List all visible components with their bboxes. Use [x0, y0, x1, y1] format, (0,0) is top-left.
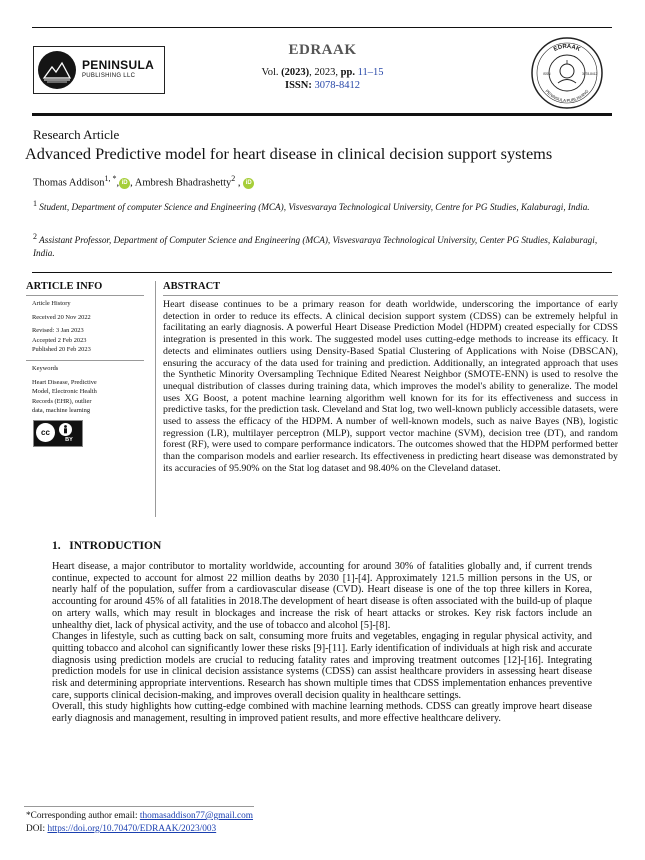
author-line: Thomas Addison$^{1, *}$, iD , Ambresh Bhadrashetty$^2$ , iD	[33, 174, 254, 189]
issn-value: 3078-8412	[314, 80, 360, 91]
intro-paragraph: Changes in lifestyle, such as cutting back on salt, consuming more fruits and vegetables, engaging in regular physical activity, and quitting tobacco and alcohol can significantly lower these risks [9]-[11]. Early identification of individuals at high risk and accurate diagnosis using prediction models are crucial to reducing fatality rates and improving treatment outcomes [12]-[16]. Integrating prediction models for use in clinical decision assistance systems (CDSS) can assist healthcare providers in assessing heart disease risk and determining appropriate interventions. Research has shown multiple times that CDSS implementation enhances preventive care, supports clinical decision-making, and improves overall decision quality in healthcare settings.	[52, 631, 592, 701]
top-rule	[32, 27, 612, 28]
affiliation-2	[33, 231, 613, 259]
introduction-heading: 1. INTRODUCTION	[52, 540, 162, 552]
page-range: 11–15	[357, 67, 384, 78]
author-2-name: , Ambresh Bhadrashetty	[130, 177, 232, 189]
doi-label: DOI:	[26, 824, 48, 834]
author-sep: ,	[116, 177, 120, 189]
affiliation-2-text: Assistant Professor, Department of Computer Science and Engineering (MCA), Visvesvaraya Technological University, Center PG Studies, Kalaburagi, India.	[33, 235, 598, 258]
cc-icon: cc	[36, 423, 55, 442]
article-info-divider	[26, 295, 144, 296]
corresponding-author	[26, 811, 253, 821]
intro-paragraph: Overall, this study highlights how cutting-edge combined with machine learning methods. CDSS can greatly improve heart disease early diagnosis and management, resulting in improved patient results, and more effective healthcare delivery.	[52, 701, 592, 725]
column-divider	[155, 281, 156, 517]
accepted-date: Accepted 2 Feb 2023	[32, 336, 87, 344]
article-type: Research Article	[33, 127, 120, 142]
affiliation-1-text: Student, Department of computer Science and Engineering (MCA), Visvesvaraya Technological University, Centre for PG Studies, Kalaburagi, India.	[39, 202, 590, 213]
seal-bottom-text: PENINSULA PUBLISHING	[544, 88, 590, 104]
pp-label: pp.	[340, 67, 355, 78]
abstract-divider	[163, 295, 618, 296]
author-2-sup: 2	[231, 174, 236, 183]
publisher-logo	[33, 46, 165, 94]
by-label: BY	[65, 437, 73, 443]
keywords-block	[32, 364, 142, 416]
abstract-heading: ABSTRACT	[163, 281, 221, 292]
header-bottom-rule	[32, 113, 612, 116]
keyword-line: data, machine learning	[32, 407, 91, 414]
affiliation-1	[33, 198, 613, 214]
keyword-line: Heart Disease, Predictive	[32, 378, 97, 386]
revised-date: Revised: 3 Jan 2023	[32, 327, 84, 334]
journal-seal	[530, 36, 604, 110]
keyword-line: Records (EHR), outlier	[32, 397, 92, 405]
keyword-line: Model, Electronic Health	[32, 388, 97, 395]
article-info-heading: ARTICLE INFO	[26, 281, 103, 292]
orcid-icon[interactable]: iD	[119, 178, 130, 189]
affiliation-1-sup: 1	[33, 199, 37, 208]
vol-year: (2023)	[281, 67, 310, 78]
author-1-name: Thomas Addison	[33, 177, 105, 189]
vol-mid: , 2023,	[309, 67, 341, 78]
issn-label: ISSN:	[285, 80, 312, 91]
intro-paragraph: Heart disease, a major contributor to mortality worldwide, accounting for around 30% of fatalities globally and, if current trends continue, expected to account for almost 22 million deaths by 2030 [1]-[4]. Approximately 121.5 million persons in the US, or nearly half of the population, suffer from a cardiovascular disease (CVD). Heart disease is one of the top three killers in Korea, accounting for around 45% of all fatalities in 2018.The development of heart disease is often associated with the build-up of plaque on artery walls, which may result in blockages and increase the risk of heart attacks or strokes. Key risk factors include an unhealthy diet, lack of physical activity, and the use of tobacco and alcohol [5]-[8].	[52, 561, 592, 631]
keywords-divider	[26, 360, 144, 361]
published-date: Published 20 Feb 2023	[32, 346, 91, 353]
author-1-sup: 1, *	[104, 174, 117, 183]
publisher-subtitle: PUBLISHING LLC	[82, 73, 136, 79]
orcid-icon[interactable]: iD	[243, 178, 254, 189]
seal-top-text: EDRAAK	[552, 43, 582, 53]
info-top-rule	[32, 272, 612, 273]
history-label: Article History	[32, 300, 71, 307]
mountain-icon	[38, 51, 76, 89]
corr-label: *Corresponding author email:	[26, 811, 140, 821]
seal-left-text: ISSN	[543, 72, 551, 76]
article-title: Advanced Predictive model for heart disease in clinical decision support systems	[25, 144, 553, 163]
vol-prefix: Vol.	[261, 67, 282, 78]
doi-line	[26, 824, 216, 834]
seal-right-text: 3078-8412	[582, 72, 598, 76]
publisher-name: PENINSULA	[82, 58, 155, 72]
author-email-link[interactable]: thomasaddison77@gmail.com	[139, 811, 254, 821]
received-date: Received 20 Nov 2022	[32, 313, 91, 321]
journal-issn	[250, 80, 395, 91]
doi-link[interactable]: https://doi.org/10.70470/EDRAAK/2023/003	[47, 824, 217, 834]
introduction-body	[52, 561, 592, 725]
journal-volume	[250, 67, 395, 78]
abstract-text: Heart disease continues to be a primary reason for death worldwide, underscoring the importance of early detection in order to reduce its effects. A clinical decision support system (CDSS) can be extremely helpful in facilitating an early diagnosis. A powerful Heart Disease Prediction Model (HDPM) created especially for CDSS integration is presented in this work. The suggested model uses cutting-edge methods to increase its efficacy. It detects and eliminates outliers using Density-Based Spatial Clustering of Applications with Noise (DBSCAN), ensuring the accuracy of the data used for training and prediction. Additionally, an integrated approach that uses the Synthetic Minority Oversampling Technique Edited Nearest Neighbor (SMOTE-ENN) is used to resolve the unequal distribution of classes during training data, which improves the model's ability to generalize. The model uses XG Boost, a potent machine learning algorithm well known for its for its effectiveness and success in predictive tasks, for the prediction task. Cleveland and Stat log, two well-known publicly accessible datasets, were used to assess the efficacy of the HDPM. A number of well-known models, such as naive Bayes (NB), logistic regression (LR), multilayer perceptron (MLP), support vector machine (SVM), decision tree (DT), and random forest (RF), were used to compare performance indicators. The outcomes showed that the HDPM performed better than the comparison models and earlier research. Its effectiveness in predicting heart disease was demonstrated by its accuracies of 95.90% on the Stat log dataset and 98.40% on the Cleveland dataset.	[163, 299, 618, 474]
affiliation-2-sup: 2	[33, 232, 37, 241]
keywords-label: Keywords	[32, 365, 59, 372]
footer-rule	[24, 806, 254, 807]
article-history	[32, 299, 142, 355]
cc-by-license-badge[interactable]	[33, 420, 83, 447]
journal-name: EDRAAK	[288, 42, 357, 58]
person-icon	[59, 423, 72, 436]
